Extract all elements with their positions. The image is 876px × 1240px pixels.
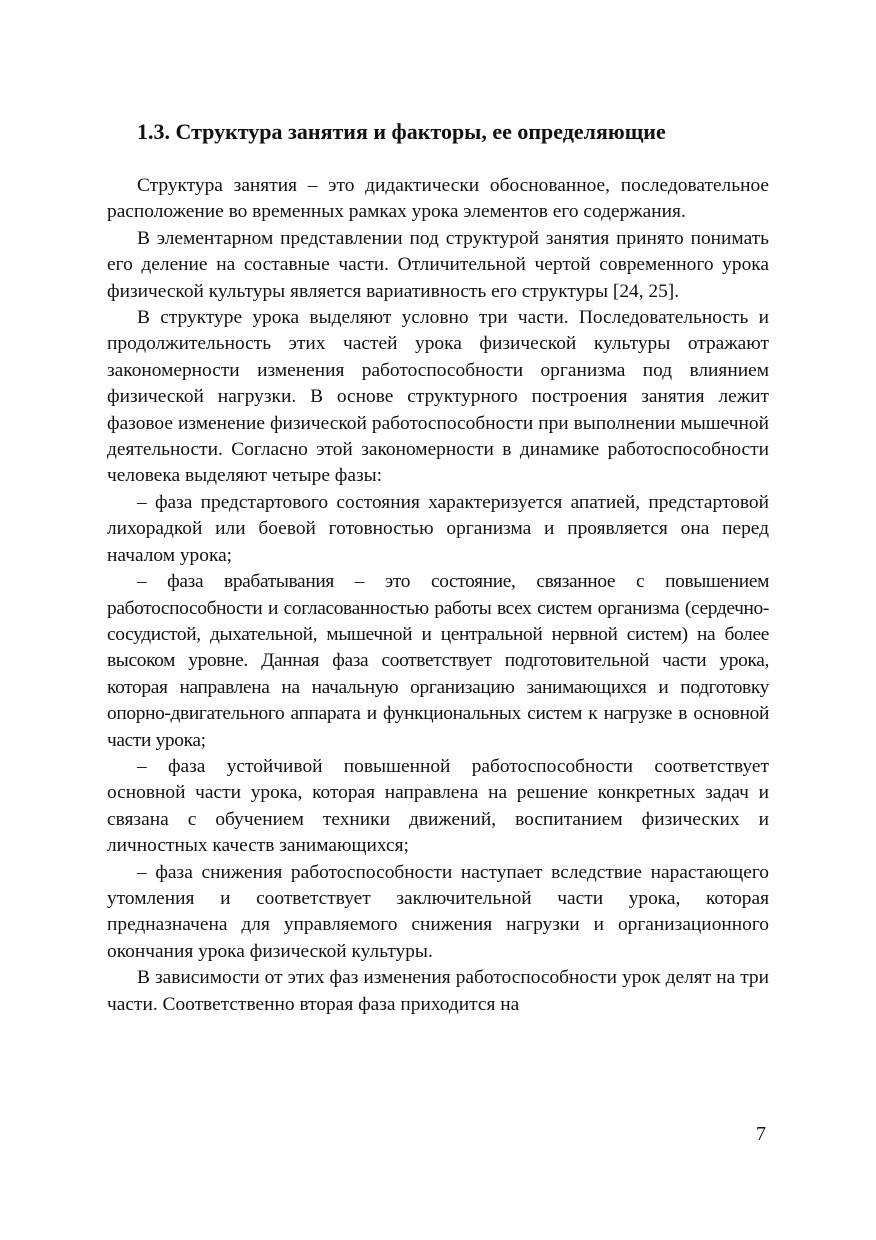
paragraph-elementary-view: В элементарном представлении под структурой занятия принято понимать его деление на составные части. Отличительной чертой современного урока физической культуры является вариативность его структуры [24, 25]. <box>107 227 769 302</box>
list-item-prestart-phase: – фаза предстартового состояния характеризуется апатией, предстартовой лихорадкой или боевой готовностью организма и проявляется она перед началом урока; <box>107 491 769 566</box>
list-item-decline-phase: – фаза снижения работоспособности наступает вследствие нарастающего утомления и соответствует заключительной части урока, которая предназначена для управляемого снижения нагрузки и организационного окончания урока физической культуры. <box>107 861 769 962</box>
paragraph-lesson-division: В зависимости от этих фаз изменения работоспособности урок делят на три части. Соответственно вторая фаза приходится на <box>107 967 769 1015</box>
list-item-stable-phase: – фаза устойчивой повышенной работоспособности соответствует основной части урока, которая направлена на решение конкретных задач и связана с обучением техники движений, воспитанием физических и личностных качеств занимающихся; <box>107 755 769 857</box>
body-text <box>107 173 769 1018</box>
document-page <box>107 117 769 1018</box>
page-number: 7 <box>756 1123 766 1145</box>
section-heading: 1.3. Структура занятия и факторы, ее определяющие <box>137 119 666 144</box>
list-item-warmup-phase: – фаза врабатывания – это состояние, связанное с повышением работоспособности и согласованностью работы всех систем организма (сердечно-сосудистой, дыхательной, мышечной и центральной нервной систем) на более высоком уровне. Данная фаза соответствует подготовительной части урока, которая направлена на начальную организацию занимающихся и подготовку опорно-двигательного аппарата и функциональных систем к нагрузке в основной части урока; <box>107 571 769 751</box>
paragraph-definition: Структура занятия – это дидактически обоснованное, последовательное расположение во временных рамках урока элементов его содержания. <box>107 175 769 223</box>
paragraph-three-parts: В структуре урока выделяют условно три части. Последовательность и продолжительность этих частей урока физической культуры отражают закономерности изменения работоспособности организма под влиянием физической нагрузки. В основе структурного построения занятия лежит фазовое изменение физической работоспособности при выполнении мышечной деятельности. Согласно этой закономерности в динамике работоспособности человека выделяют четыре фазы: <box>107 307 769 487</box>
